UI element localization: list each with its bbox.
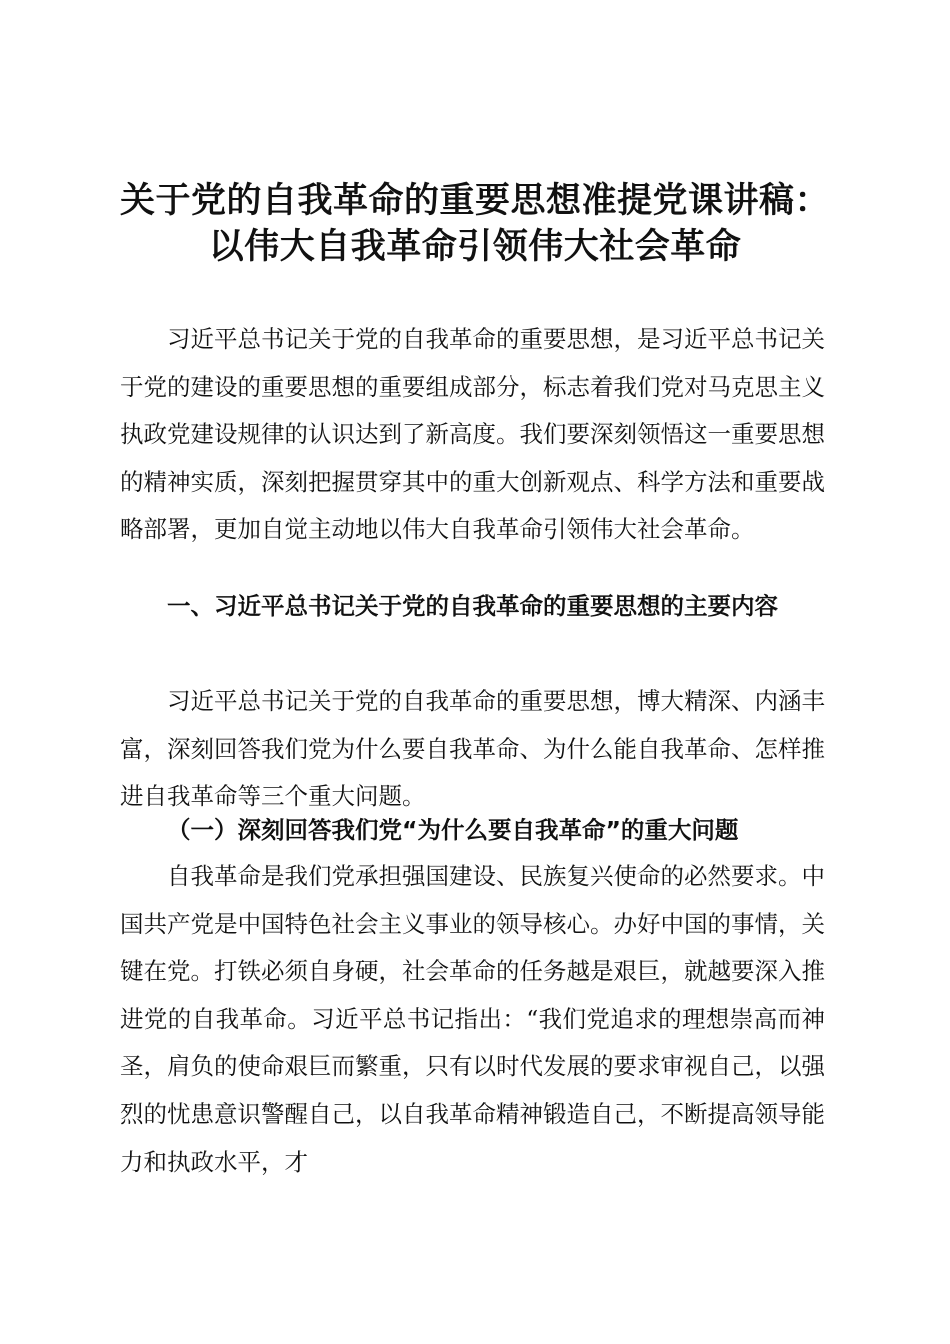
section1-paragraph: 习近平总书记关于党的自我革命的重要思想，博大精深、内涵丰富，深刻回答我们党为什么要自我革命、为什么能自我革命、怎样推进自我革命等三个重大问题。 bbox=[120, 687, 825, 811]
subsection-heading-1: （一）深刻回答我们党“为什么要自我革命”的重大问题 bbox=[167, 816, 739, 844]
intro-paragraph: 习近平总书记关于党的自我革命的重要思想，是习近平总书记关于党的建设的重要思想的重要组成部分，标志着我们党对马克思主义执政党建设规律的认识达到了新高度。我们要深刻领悟这一重要思想的精神实质，深刻把握贯穿其中的重大创新观点、科学方法和重要战略部署，更加自觉主动地以伟大自我革命引领伟大社会革命。 bbox=[120, 325, 825, 544]
subsection1-paragraph: 自我革命是我们党承担强国建设、民族复兴使命的必然要求。中国共产党是中国特色社会主义事业的领导核心。办好中国的事情，关键在党。打铁必须自身硬，社会革命的任务越是艰巨，就越要深入推进党的自我革命。习近平总书记指出：“我们党追求的理想崇高而神圣，肩负的使命艰巨而繁重，只有以时代发展的要求审视自己，以强烈的忧患意识警醒自己，以自我革命精神锻造自己，不断提高领导能力和执政水平，才 bbox=[120, 862, 825, 1176]
document-title-line2: 以伟大自我革命引领伟大社会革命 bbox=[208, 227, 742, 267]
section-heading-1: 一、习近平总书记关于党的自我革命的重要思想的主要内容 bbox=[167, 592, 778, 620]
document-title-line1: 关于党的自我革命的重要思想准提党课讲稿： bbox=[119, 181, 830, 221]
